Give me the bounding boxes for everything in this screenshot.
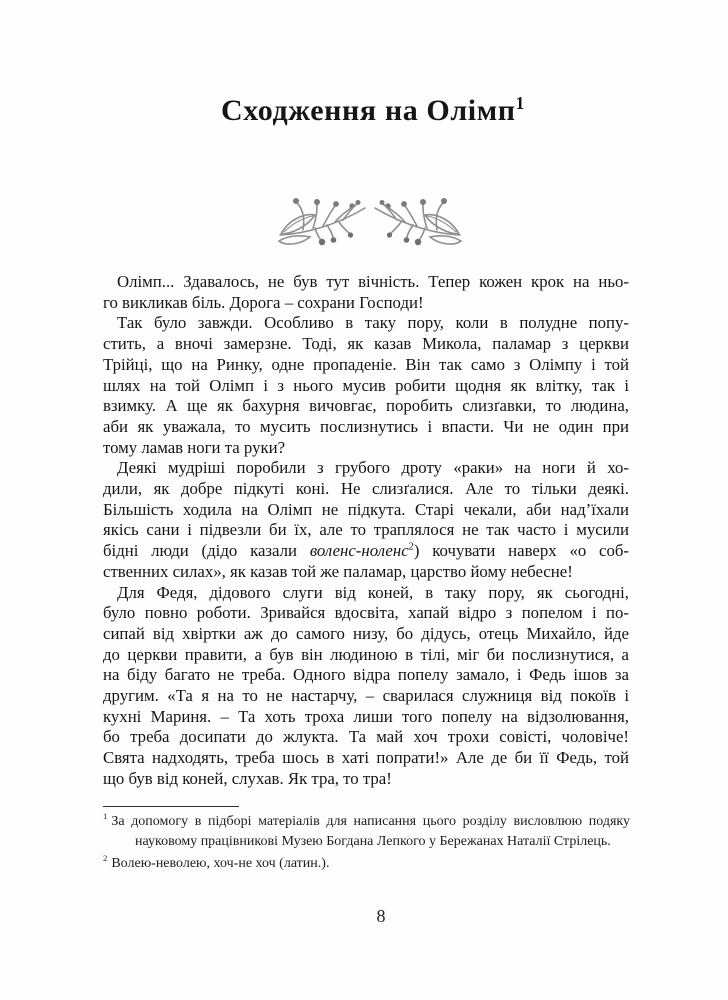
text-line: до церкви правити, а був він людиною в тілі, міг би послизнутися, а: [103, 644, 629, 664]
text-line: стить, а вночі замерзне. Тоді, як казав Микола, паламар з церкви: [103, 334, 629, 354]
footnote: [103, 812, 630, 852]
text-line: аби як уважала, то мусить послизнутись і впасти. Чи не один при: [103, 416, 629, 436]
text-line: другим. «Та я на то не настарчу, – сварилася служниця від покоїв і: [103, 686, 629, 706]
footnote-marker: 1: [103, 811, 108, 822]
text-line: бідні люди (дідо казали воленс-ноленс$^2$) кочувати наверх «о соб-: [103, 541, 629, 561]
footnote-line: [103, 812, 630, 832]
text-line: бо треба досипати до жлукта. Та май хоч трохи совісті, чоловіче!: [103, 727, 629, 747]
paragraph: [103, 458, 629, 582]
text-line: Більшість ходила на Олімп не підкута. Старі чекали, аби над’їхали: [103, 499, 629, 519]
text-line: взимку. А ще як бахурня вичовгає, поробить слизґавки, то людина,: [103, 396, 629, 416]
paragraph: [103, 313, 629, 458]
footnote: [103, 854, 630, 874]
text-line: тому ламав ноги та руки?: [103, 437, 286, 457]
page-number: 8: [376, 906, 386, 926]
floral-ornament-icon: [277, 193, 463, 249]
text-line: Для Федя, дідового слуги від коней, в таку пору, як сьогодні,: [117, 582, 629, 602]
text-line: шлях на той Олімп і з нього мусив робити щодня як влітку, так і: [103, 375, 629, 395]
text-line: Свята надходять, треба шось в хаті попрати!» Але де би її Федь, той: [103, 748, 629, 768]
footnote-rule: [103, 806, 239, 807]
footnote-text: Волею-неволею, хоч-не хоч (латин.).: [111, 856, 330, 871]
footnote-line: [103, 854, 630, 874]
text-line: що був від коней, слухав. Як тра, то тра!: [103, 768, 392, 788]
text-line: було повно роботи. Зривайся вдосвіта, хапай відро з попелом і по-: [103, 603, 629, 623]
title-footnote-ref: 1: [515, 93, 525, 113]
paragraph: [103, 583, 629, 790]
page-title: [103, 94, 643, 128]
text-line: ственних силах», як казав той же паламар, царство йому небесне!: [103, 561, 573, 581]
text-line: Трійці, що на Ринку, одне пропаденіе. Він так само з Олімпу і той: [103, 354, 629, 374]
footnotes: [103, 812, 630, 874]
text-line: на біду багато не треба. Одного відра попелу замало, і Федь ішов за: [103, 665, 629, 685]
body-text: [103, 272, 629, 790]
text-line: Так було завжди. Особливо в таку пору, коли в полудне попу-: [117, 313, 629, 333]
text-line: кухні Мариня. – Та хоть троха лиши того попелу на відзолювання,: [103, 706, 629, 726]
paragraph: [103, 272, 629, 313]
text-line: сипай від хвіртки аж до самого низу, бо дідусь, отець Михайло, йде: [103, 623, 629, 643]
page-title-text: Сходження на Олімп: [221, 94, 516, 127]
text-line: Деякі мудріші поробили з грубого дроту «раки» на ноги й хо-: [117, 458, 629, 478]
text-line: якісь сани і підвезли би їх, але то траплялося не так часто і мусили: [103, 520, 629, 540]
text-line: дили, як добре підкуті коні. Не слизґалися. Але то тільки деякі.: [103, 479, 629, 499]
footnote-marker: 2: [103, 853, 108, 864]
text-line: Олімп... Здавалось, не був тут вічність. Тепер кожен крок на ньо-: [117, 272, 629, 291]
footnote-line: науковому працівникові Музею Богдана Лепкого у Бережанах Наталії Стрілець.: [135, 834, 611, 849]
text-line: го викликав біль. Дорога – сохрани Господи!: [103, 292, 424, 312]
footnote-text: За допомогу в підборі матеріалів для написання цього розділу висловлюю подяку: [111, 814, 630, 829]
